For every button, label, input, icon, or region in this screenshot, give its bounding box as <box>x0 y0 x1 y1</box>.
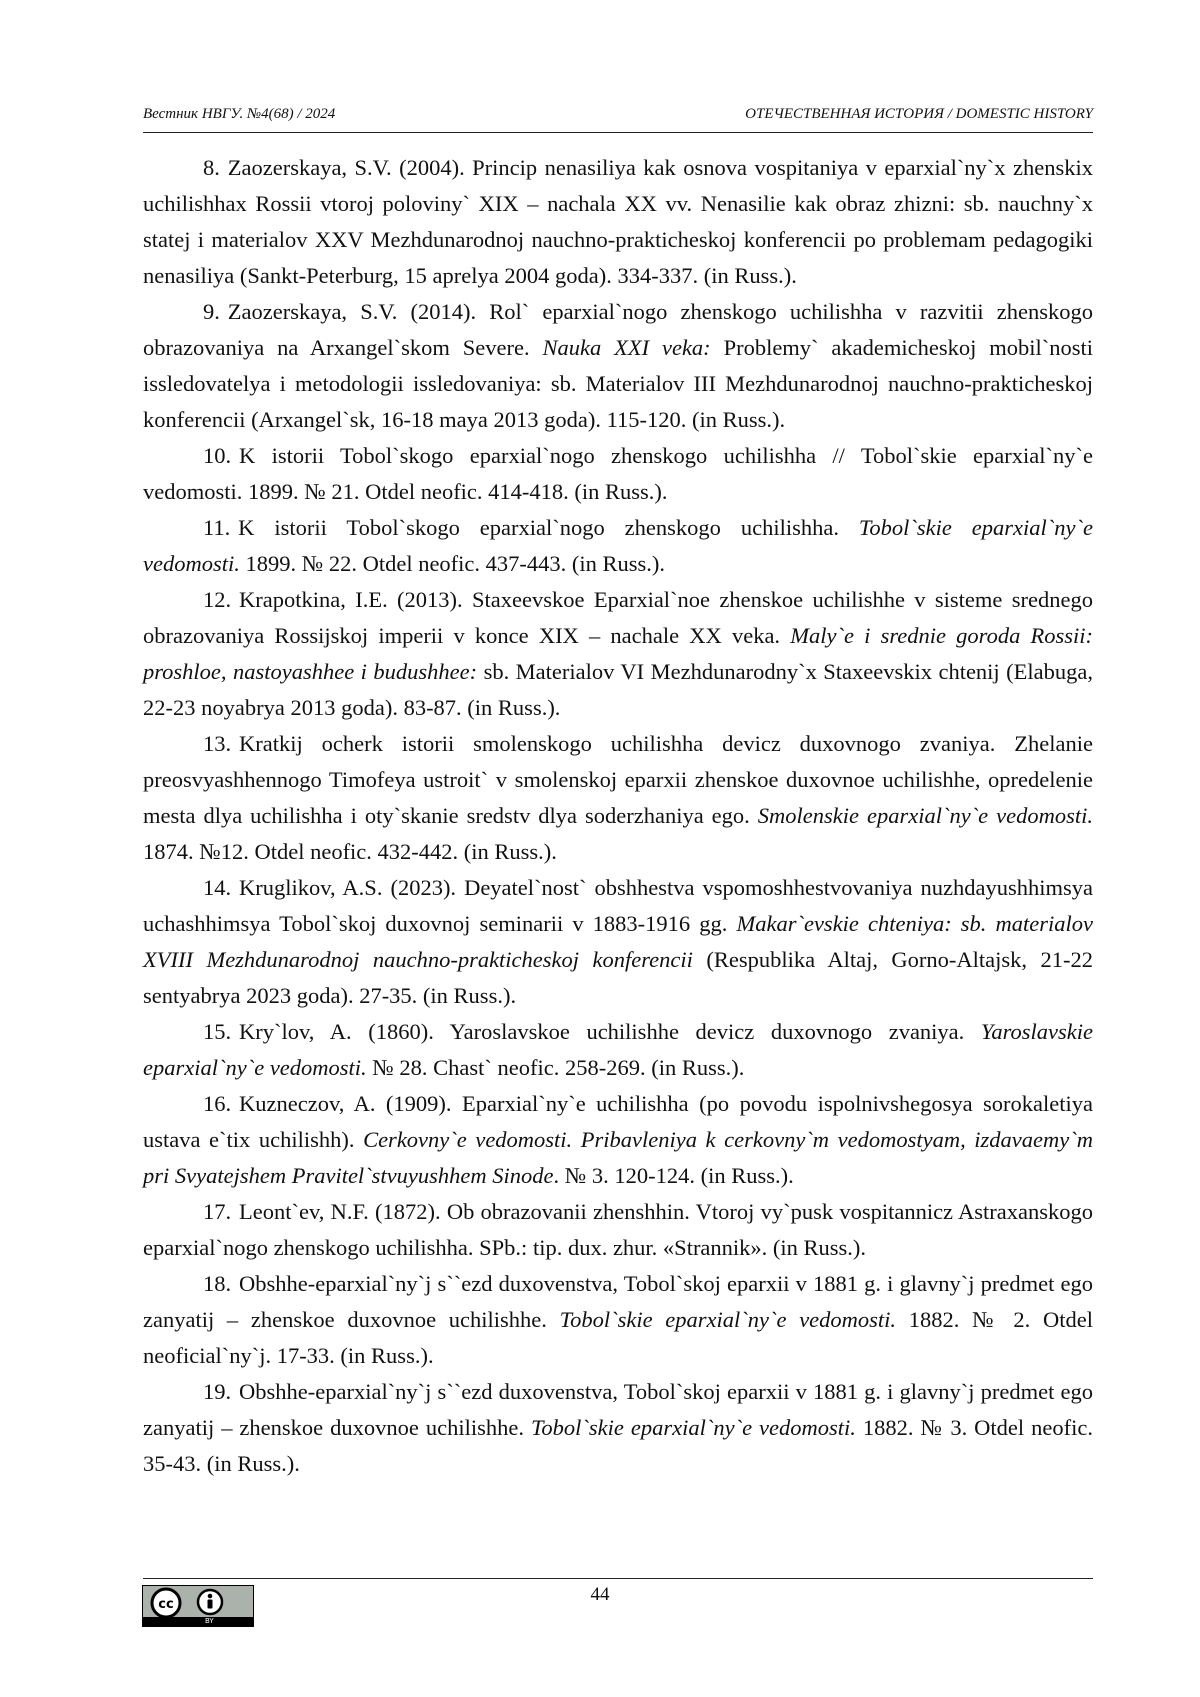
reference-item <box>143 870 1093 1014</box>
reference-text: (Respublika Altaj, Gorno-Altajsk, 21-22 sentyabrya 2023 goda). 27-35. (in Russ.). <box>143 947 1094 1008</box>
reference-text: № 28. Chast` neofic. 258-269. (in Russ.). <box>366 1055 745 1080</box>
svg-text:cc: cc <box>158 1597 174 1612</box>
reference-number: 10. <box>203 443 232 468</box>
reference-item <box>143 1014 1093 1086</box>
reference-number: 11. <box>203 515 231 540</box>
reference-text: Zaozerskaya, S.V. (2004). Princip nenasiliya kak osnova vospitaniya v eparxial`ny`x zhenskix uchilishhax Rossii vtoroj poloviny` XIX – nachala XX vv. Nenasilie kak obraz zhizni: sb. nauchny`x statej i materialov XXV Mezhdunarodnoj nauchno-prakticheskoj konferencii po problemam pedagogiki nenasiliya (Sankt-Peterburg, 15 aprelya 2004 goda). 334-337. (in Russ.). <box>143 155 1093 288</box>
reference-text: 1874. №12. Otdel neofic. 432-442. (in Russ.). <box>143 839 557 864</box>
reference-number: 19. <box>203 1379 232 1404</box>
reference-text: Kruglikov, A.S. (2023). Deyatel`nost` obshhestva vspomoshhestvovaniya nuzhdayushhimsya uchashhimsya Tobol`skoj duxovnoj seminarii v 1883-1916 gg. <box>143 875 1093 936</box>
reference-text: Zaozerskaya, S.V. (2014). Rol` eparxial`nogo zhenskogo uchilishha v razvitii zhenskogo obrazovaniya na Arxangel`skom Severe. <box>143 299 1093 360</box>
reference-source-title: Maly`e i srednie goroda Rossii: proshloe, nastoyashhee i budushhee: <box>143 623 1093 684</box>
reference-text: 1899. № 22. Otdel neofic. 437-443. (in Russ.). <box>239 551 666 576</box>
page-number: 44 <box>590 1584 610 1605</box>
reference-text: Kratkij ocherk istorii smolenskogo uchilishha devicz duxovnogo zvaniya. Zhelanie preosvyashhennogo Timofeya ustroit` v smolenskoj eparxii zhenskoe duxovnoe uchilishhe, opredelenie mesta dlya uchilishha i oty`skanie sredstv dlya soderzhaniya ego. <box>143 731 1093 828</box>
reference-text: K istorii Tobol`skogo eparxial`nogo zhenskogo uchilishha. <box>238 515 859 540</box>
reference-list <box>143 150 1093 1482</box>
reference-number: 9. <box>203 299 220 324</box>
running-header <box>143 100 1093 133</box>
reference-source-title: Smolenskie eparxial`ny`e vedomosti. <box>757 803 1094 828</box>
reference-item <box>143 438 1093 510</box>
reference-source-title: Tobol`skie eparxial`ny`e vedomosti. <box>530 1415 856 1440</box>
reference-item <box>143 726 1093 870</box>
reference-text: Krapotkina, I.E. (2013). Staxeevskoe Eparxial`noe zhenskoe uchilishhe v sisteme srednego obrazovaniya Rossijskoj imperii v konce XIX – nachale XX veka. <box>143 587 1093 648</box>
reference-text: Obshhe-eparxial`ny`j s``ezd duxovenstva, Tobol`skoj eparxii v 1881 g. i glavny`j predmet ego zanyatij – zhenskoe duxovnoe uchilishhe. <box>143 1379 1093 1440</box>
section-title: ОТЕЧЕСТВЕННАЯ ИСТОРИЯ / DOMESTIC HISTORY <box>745 106 1093 122</box>
reference-number: 13. <box>203 731 232 756</box>
reference-source-title: Nauka XXI veka: <box>542 335 711 360</box>
badge-label: BY <box>205 1617 214 1625</box>
reference-number: 17. <box>203 1199 232 1224</box>
reference-number: 12. <box>203 587 232 612</box>
footer-divider <box>143 1578 1093 1579</box>
reference-text: Obshhe-eparxial`ny`j s``ezd duxovenstva, Tobol`skoj eparxii v 1881 g. i glavny`j predmet ego zanyatij – zhenskoe duxovnoe uchilishhe. <box>143 1271 1093 1332</box>
reference-text: Problemy` akademicheskoj mobil`nosti issledovatelya i metodologii issledovaniya: sb. Materialov III Mezhdunarodnoj nauchno-prakticheskoj konferencii (Arxangel`sk, 16-18 maya 2013 goda). 115-120. (in Russ.). <box>143 335 1093 432</box>
journal-citation: Вестник НВГУ. №4(68) / 2024 <box>143 106 336 122</box>
reference-number: 8. <box>203 155 220 180</box>
reference-item <box>143 1374 1093 1482</box>
reference-text: sb. Materialov VI Mezhdunarodny`x Staxeevskix chtenij (Elabuga, 22-23 noyabrya 2013 goda). 83-87. (in Russ.). <box>143 659 1093 720</box>
reference-item <box>143 1086 1093 1194</box>
reference-source-title: Makar`evskie chteniya: sb. materialov XVIII Mezhdunarodnoj nauchno-prakticheskoj konferencii <box>143 911 1094 972</box>
reference-text: 1882. № 3. Otdel neofic. 35-43. (in Russ.). <box>143 1415 1093 1476</box>
reference-source-title: Yaroslavskie eparxial`ny`e vedomosti. <box>143 1019 1093 1080</box>
reference-source-title: Tobol`skie eparxial`ny`e vedomosti. <box>143 515 1093 576</box>
reference-number: 14. <box>203 875 232 900</box>
reference-item <box>143 150 1093 294</box>
reference-number: 18. <box>203 1271 232 1296</box>
reference-text: . № 3. 120-124. (in Russ.). <box>553 1163 794 1188</box>
reference-item <box>143 294 1093 438</box>
reference-text: Leont`ev, N.F. (1872). Ob obrazovanii zhenshhin. Vtoroj vy`pusk vospitannicz Astraxanskogo eparxial`nogo zhenskogo uchilishha. SPb.: tip. dux. zhur. «Strannik». (in Russ.). <box>143 1199 1093 1260</box>
reference-item <box>143 1266 1093 1374</box>
reference-item <box>143 582 1093 726</box>
reference-text: Kuzneczov, A. (1909). Eparxial`ny`e uchilishha (po povodu ispolnivshegosya sorokaletiya ustava e`tix uchilishh). <box>143 1091 1093 1152</box>
reference-item <box>143 1194 1093 1266</box>
reference-source-title: Cerkovny`e vedomosti. Pribavleniya k cerkovny`m vedomostyam, izdavaemy`m pri Svyatejshem Pravitel`stvuyushhem Sinode <box>143 1127 1093 1188</box>
reference-text: Kry`lov, A. (1860). Yaroslavskoe uchilishhe devicz duxovnogo zvaniya. <box>239 1019 981 1044</box>
reference-text: K istorii Tobol`skogo eparxial`nogo zhenskogo uchilishha // Tobol`skie eparxial`ny`e vedomosti. 1899. № 21. Otdel neofic. 414-418. (in Russ.). <box>143 443 1093 504</box>
reference-item <box>143 510 1093 582</box>
reference-text: 1882. № 2. Otdel neoficial`ny`j. 17-33. (in Russ.). <box>143 1307 1093 1368</box>
badge-label-strip <box>143 1617 253 1626</box>
reference-number: 15. <box>203 1019 232 1044</box>
reference-number: 16. <box>203 1091 232 1116</box>
reference-source-title: Tobol`skie eparxial`ny`e vedomosti. <box>559 1307 897 1332</box>
